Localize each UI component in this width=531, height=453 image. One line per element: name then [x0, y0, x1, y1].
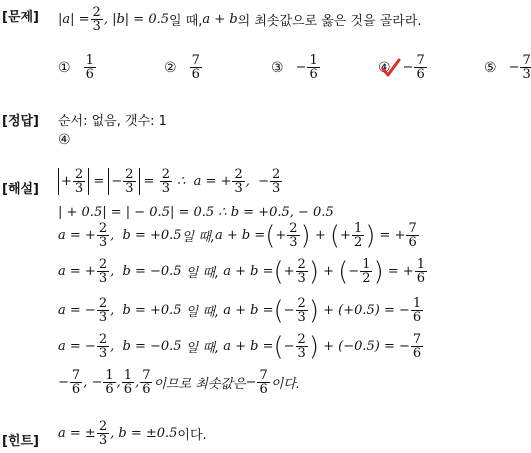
explanation-line-2: | + 0.5| = | − 0.5| = 0.5 ∴ b = +0.5, − 0.5: [58, 205, 334, 220]
explanation-line-5: a = − $\frac{2}{3}$ , b = +0.5 일 때, a + b = ( − $\frac{2}{3}$ ) + (+0.5) = − $\frac{1}{6}$: [58, 295, 422, 326]
check-mark-icon: [381, 58, 401, 78]
question-label: [문제]: [2, 10, 39, 25]
explanation-line-3: a = + $\frac{2}{3}$ , b = +0.5 일 때, a + b = ( + $\frac{2}{3}$ ) + ( + $\frac{1}{2}$ ) = + $\frac{7}{6}$: [58, 220, 417, 251]
answer-label: [정답]: [2, 114, 39, 129]
explanation-line-6: a = − $\frac{2}{3}$ , b = −0.5 일 때, a + b = ( − $\frac{2}{3}$ ) + (−0.5) = − $\frac{7}{6}$: [58, 331, 422, 362]
question-text: |a| = $\frac{2}{3}$ , |b| = 0.5 일 때, a + b 의 최솟값으로 옳은 것을 골라라.: [58, 5, 422, 34]
option-2[interactable]: ② $\frac{7}{6}$: [164, 53, 200, 82]
hint-text: a = ± $\frac{2}{3}$ , b = ±0.5 이다.: [58, 419, 207, 448]
option-1[interactable]: ① $\frac{1}{6}$: [58, 53, 94, 82]
explanation-line-7: − $\frac{7}{6}$ , − $\frac{1}{6}$ , $\frac{1}{6}$ , $\frac{7}{6}$ 이므로 최솟값은 − $\frac{7}{6}$ 이다.: [58, 368, 300, 397]
option-4[interactable]: ④ − $\frac{7}{6}$: [378, 53, 425, 82]
hint-label: [힌트]: [2, 434, 39, 449]
option-3[interactable]: ③ − $\frac{1}{6}$: [271, 53, 318, 82]
explanation-label: [해설]: [2, 182, 39, 197]
answer-choice: ④: [58, 132, 71, 148]
explanation-line-1: + $\frac{2}{3}$ = − $\frac{2}{3}$ = $\frac{2}{3}$ ∴ a = + $\frac{2}{3}$ , − $\frac{2}{3}$: [58, 168, 283, 195]
option-5[interactable]: ⑤ − $\frac{7}{3}$: [484, 53, 531, 82]
answer-line: 순서: 없음, 갯수: 1: [58, 114, 167, 129]
explanation-line-4: a = + $\frac{2}{3}$ , b = −0.5 일 때, a + b = ( + $\frac{2}{3}$ ) + ( − $\frac{1}{2}$ ) = + $\frac{1}{6}$: [58, 256, 425, 287]
